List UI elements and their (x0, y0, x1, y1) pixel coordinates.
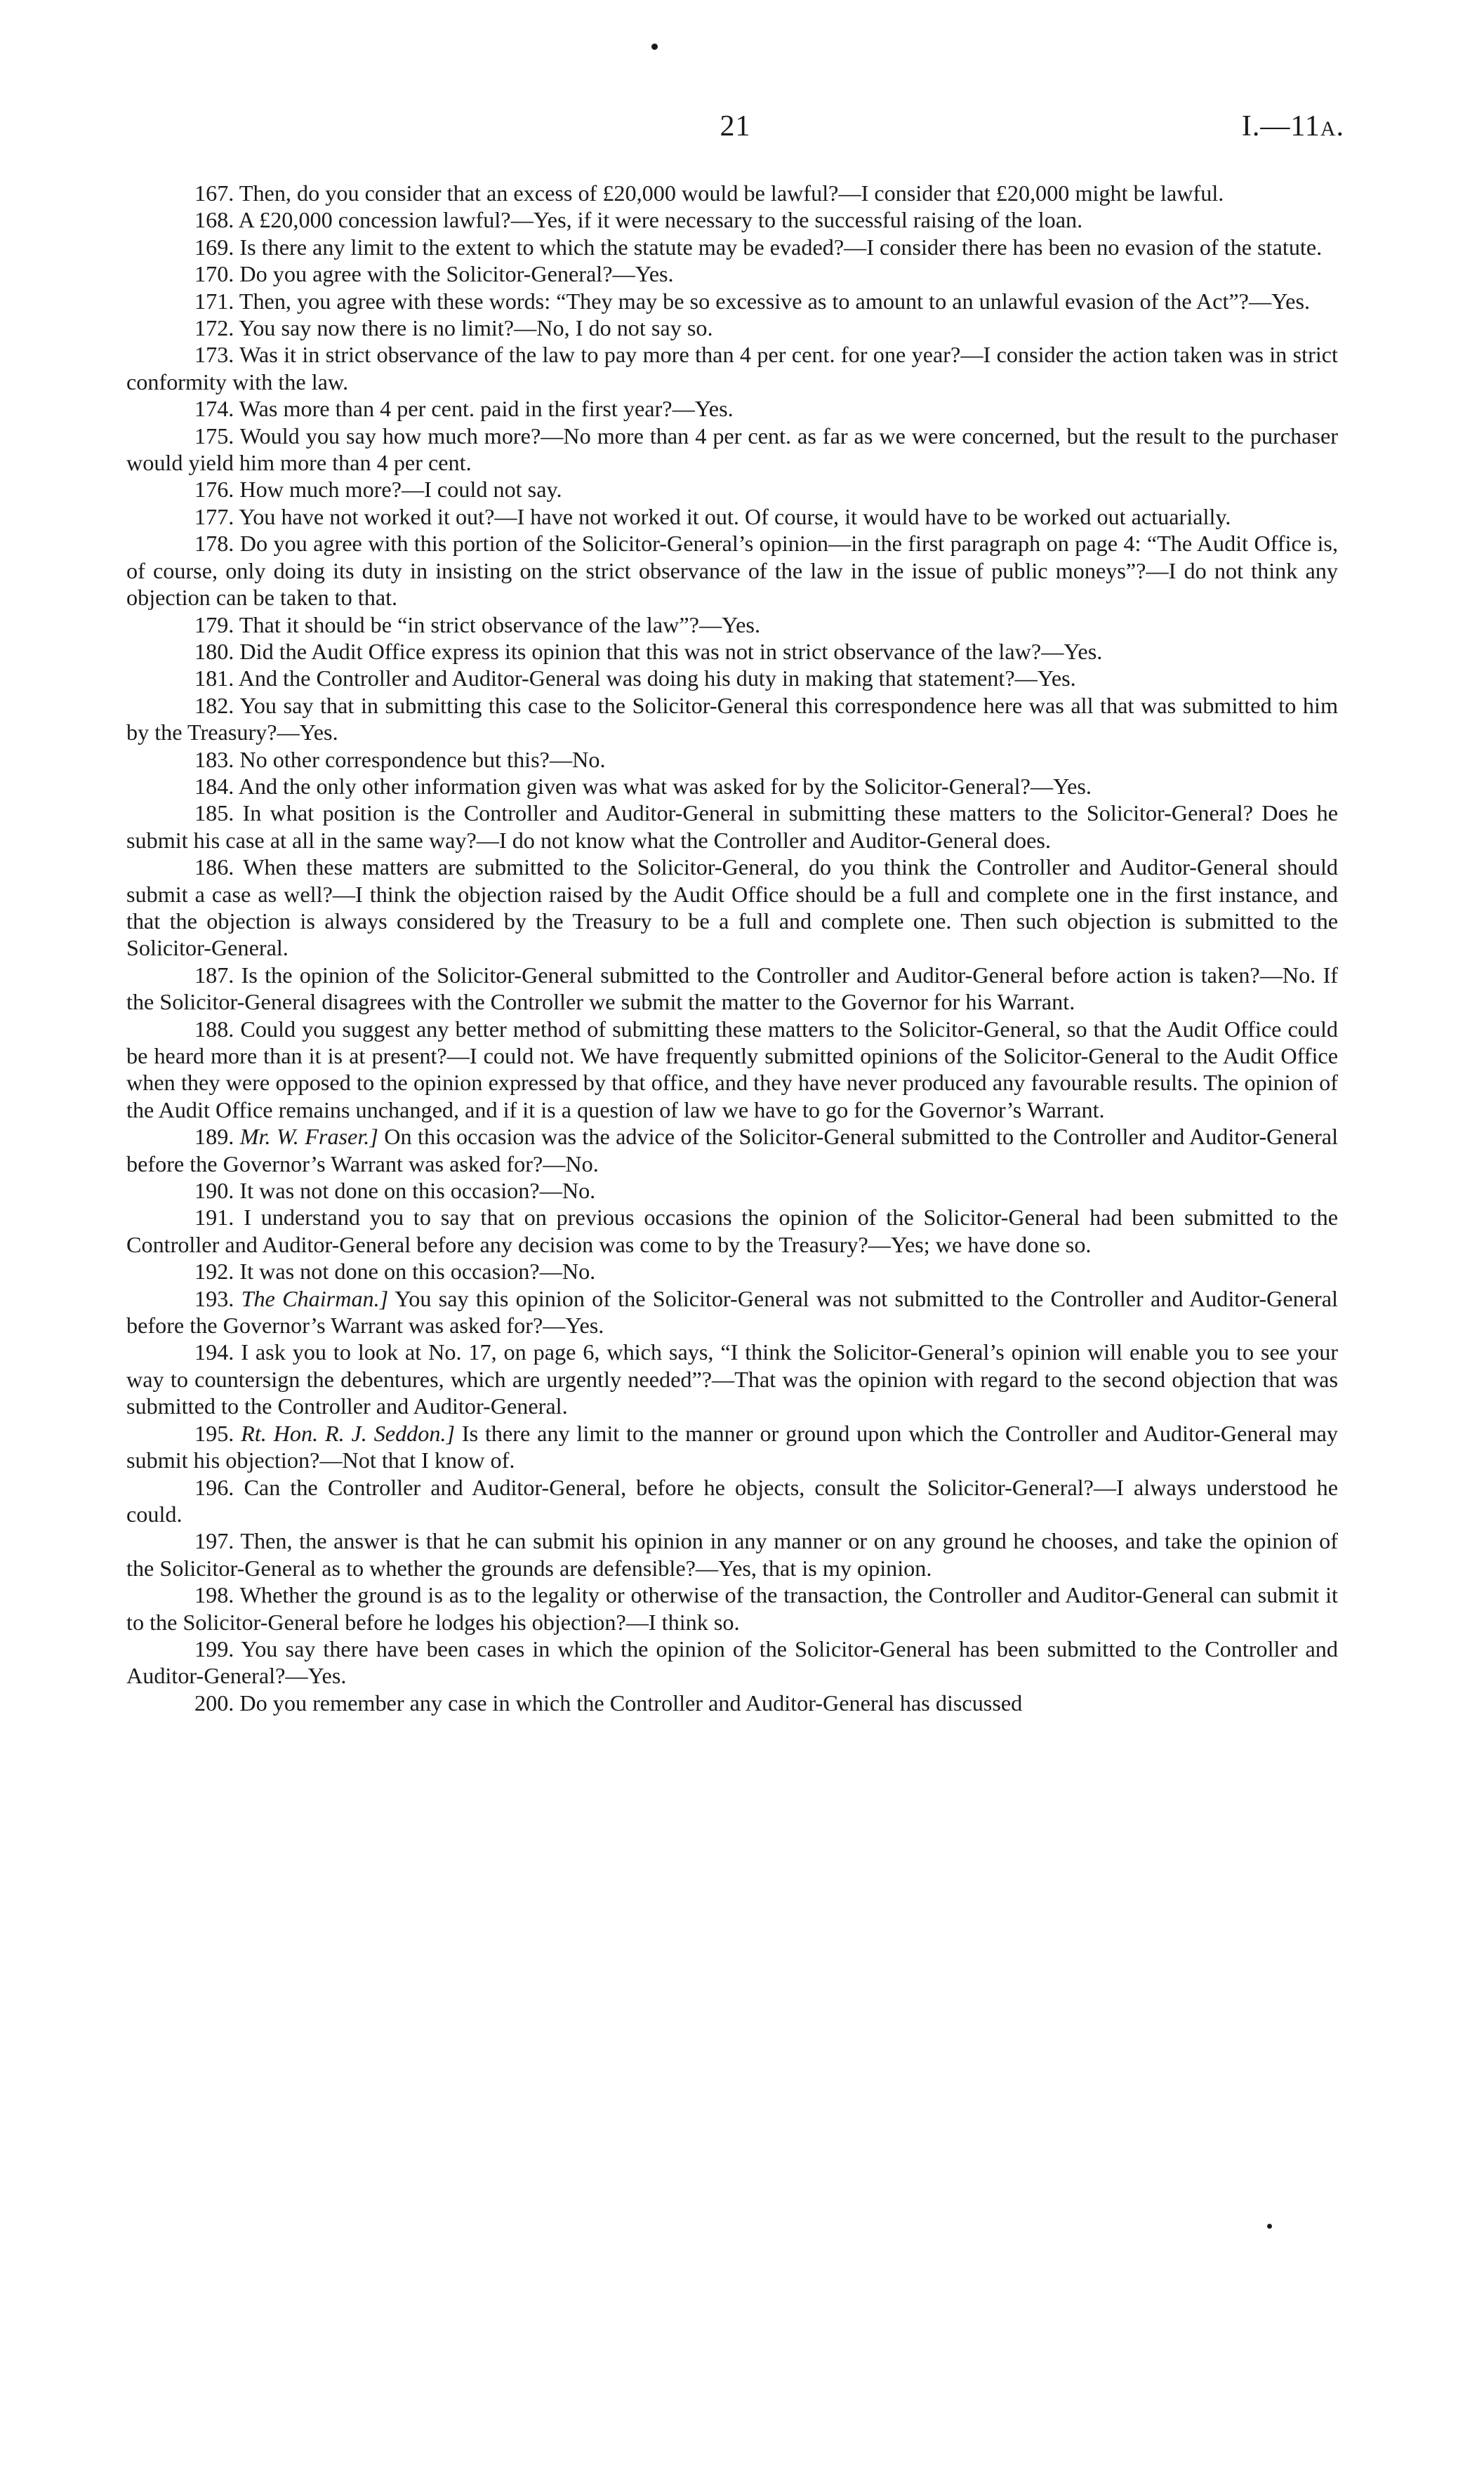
question-number: 176. (194, 477, 234, 503)
question-number: 190. (194, 1178, 234, 1204)
question-paragraph (126, 1420, 1338, 1474)
question-answer-text: When these matters are submitted to the Solicitor-General, do you think the Controller and Auditor-General should submit a case as well?—I think the objection raised by the Audit Office should be a full and complete one in the first instance, and that the objection is always considered by the Treasury to be a full and complete one. Then such objection is submitted to the Solicitor-General. (126, 854, 1339, 961)
question-answer-text: How much more?—I could not say. (239, 477, 562, 503)
question-paragraph (126, 665, 1338, 691)
speaker-name: Rt. Hon. R. J. Seddon.] (241, 1420, 456, 1446)
question-number: 179. (194, 611, 234, 637)
question-paragraph (126, 1204, 1338, 1258)
question-number: 199. (194, 1636, 234, 1662)
question-number: 168. (194, 207, 234, 233)
question-paragraph (126, 1527, 1338, 1581)
speaker-name: The Chairman.] (241, 1285, 389, 1311)
question-paragraph (126, 1581, 1338, 1636)
question-number: 189. (194, 1124, 234, 1150)
page-number: 21 (720, 110, 751, 142)
question-paragraph (126, 423, 1338, 477)
question-paragraph (126, 288, 1338, 314)
question-answer-text: Do you remember any case in which the Controller and Auditor-General has discussed (239, 1690, 1023, 1716)
question-paragraph (126, 1177, 1338, 1204)
question-paragraph (126, 1016, 1338, 1124)
question-number: 169. (194, 234, 234, 260)
question-paragraph (126, 773, 1338, 800)
question-number: 195. (194, 1420, 234, 1446)
question-answer-text: Was it in strict observance of the law to pay more than 4 per cent. for one year?—I consider the action taken was in strict conformity with the law. (126, 342, 1338, 394)
question-answer-text: You say now there is no limit?—No, I do not say so. (239, 315, 713, 341)
question-number: 171. (194, 288, 234, 314)
question-number: 170. (194, 261, 234, 287)
question-answer-text: Could you suggest any better method of submitting these matters to the Solicitor-General, so that the Audit Office could be heard more than it is at present?—I could not. We have frequently submitted opinions of the Solicitor-General to the Audit Office when they were opposed to the opinion expressed by that office, and they have never produced any favourable results. The opinion of the Audit Office remains unchanged, and if it is a question of law we have to go for the Governor’s Warrant. (126, 1016, 1339, 1122)
question-answer-text: Is there any limit to the manner or ground upon which the Controller and Auditor-General may submit his objection?—Not that I know of. (126, 1420, 1339, 1473)
series-ref-suffix: A (1320, 117, 1337, 140)
evidence-body (126, 180, 1338, 1716)
question-answer-text: Would you say how much more?—No more than 4 per cent. as far as we were concerned, but the result to the purchaser would yield him more than 4 per cent. (126, 423, 1338, 476)
question-answer-text: Do you agree with the Solicitor-General?—Yes. (239, 261, 674, 287)
question-answer-text: You have not worked it out?—I have not worked it out. Of course, it would have to be worked out actuarially. (239, 503, 1231, 529)
question-number: 180. (194, 638, 234, 664)
question-answer-text: You say there have been cases in which the opinion of the Solicitor-General has been submitted to the Controller and Auditor-General?—Yes. (126, 1636, 1338, 1689)
question-paragraph (126, 638, 1338, 665)
question-paragraph (126, 1636, 1338, 1690)
question-paragraph (126, 1258, 1338, 1285)
question-paragraph (126, 180, 1338, 206)
question-number: 182. (194, 692, 234, 718)
question-answer-text: Can the Controller and Auditor-General, before he objects, consult the Solicitor-General?—I always understood he could. (126, 1474, 1338, 1527)
question-paragraph (126, 234, 1338, 260)
question-number: 193. (194, 1285, 234, 1311)
question-answer-text: Then, do you consider that an excess of £20,000 would be lawful?—I consider that £20,000 might be lawful. (239, 180, 1224, 206)
question-paragraph (126, 854, 1338, 962)
question-answer-text: Then, you agree with these words: “They may be so excessive as to amount to an unlawful evasion of the Act”?—Yes. (239, 288, 1311, 314)
question-answer-text: Is the opinion of the Solicitor-General submitted to the Controller and Auditor-General before action is taken?—No. If the Solicitor-General disagrees with the Controller we submit the matter to the Governor for his Warrant. (126, 962, 1339, 1015)
question-number: 173. (194, 342, 234, 368)
question-number: 177. (194, 503, 234, 529)
question-number: 197. (194, 1528, 234, 1554)
question-answer-text: You say this opinion of the Solicitor-General was not submitted to the Controller and Auditor-General before the Governor’s Warrant was asked for?—Yes. (126, 1285, 1338, 1339)
question-answer-text: Then, the answer is that he can submit his opinion in any manner or on any ground he chooses, and take the opinion of the Solicitor-General as to whether the grounds are defensible?—Yes, that is my opinion. (126, 1528, 1338, 1581)
question-answer-text: Whether the ground is as to the legality or otherwise of the transaction, the Controller and Auditor-General can submit it to the Solicitor-General before he lodges his objection?—I think so. (126, 1582, 1338, 1635)
question-number: 188. (194, 1016, 234, 1042)
question-number: 191. (194, 1205, 234, 1231)
question-paragraph (126, 530, 1338, 611)
question-answer-text: A £20,000 concession lawful?—Yes, if it were necessary to the successful raising of the loan. (238, 207, 1083, 233)
series-ref-main: I.—11 (1241, 110, 1320, 142)
question-paragraph (126, 476, 1338, 503)
question-paragraph (126, 962, 1338, 1016)
question-paragraph (126, 1339, 1338, 1419)
ink-dot-mark-lower (1267, 2224, 1272, 2229)
question-number: 175. (194, 423, 234, 449)
question-paragraph (126, 1690, 1338, 1716)
question-answer-text: On this occasion was the advice of the Solicitor-General submitted to the Controller and Auditor-General before the Governor’s Warrant was asked for?—No. (126, 1124, 1339, 1176)
question-answer-text: And the only other information given was what was asked for by the Solicitor-General?—Yes. (238, 773, 1092, 799)
question-paragraph (126, 314, 1338, 341)
question-number: 183. (194, 746, 234, 772)
question-number: 174. (194, 396, 234, 422)
question-paragraph (126, 395, 1338, 422)
question-number: 196. (194, 1474, 234, 1500)
question-answer-text: Did the Audit Office express its opinion that this was not in strict observance of the law?—Yes. (239, 638, 1103, 664)
question-paragraph (126, 206, 1338, 233)
ink-dot-mark (651, 44, 658, 50)
question-paragraph (126, 800, 1338, 854)
question-number: 172. (194, 315, 234, 341)
question-number: 167. (194, 180, 234, 206)
question-paragraph (126, 611, 1338, 638)
question-paragraph (126, 1285, 1338, 1339)
question-number: 192. (194, 1259, 234, 1285)
question-paragraph (126, 692, 1338, 746)
series-reference (1242, 105, 1344, 150)
question-paragraph (126, 746, 1338, 773)
question-answer-text: I understand you to say that on previous occasions the opinion of the Solicitor-General had been submitted to the Controller and Auditor-General before any decision was come to by the Treasury?—Yes; we have done so. (126, 1205, 1338, 1257)
running-head (126, 105, 1344, 147)
question-paragraph (126, 260, 1338, 287)
question-number: 181. (194, 665, 234, 691)
question-number: 187. (194, 962, 234, 988)
question-answer-text: It was not done on this occasion?—No. (239, 1178, 596, 1204)
question-paragraph (126, 503, 1338, 530)
question-answer-text: Do you agree with this portion of the Solicitor-General’s opinion—in the first paragraph on page 4: “The Audit Office is, of course, only doing its duty in insisting on the strict observance of the law in the issue of public moneys”?—I do not think any objection can be taken to that. (126, 531, 1339, 611)
question-number: 184. (194, 773, 234, 799)
question-paragraph (126, 1474, 1338, 1528)
question-answer-text: You say that in submitting this case to the Solicitor-General this correspondence here was all that was submitted to him by the Treasury?—Yes. (126, 692, 1338, 745)
series-ref-end: . (1336, 110, 1344, 142)
question-number: 200. (194, 1690, 234, 1716)
question-answer-text: No other correspondence but this?—No. (239, 746, 606, 772)
question-number: 194. (194, 1339, 234, 1365)
question-number: 185. (194, 800, 234, 826)
question-answer-text: Is there any limit to the extent to which the statute may be evaded?—I consider there has been no evasion of the statute. (239, 234, 1323, 260)
question-answer-text: That it should be “in strict observance of the law”?—Yes. (239, 611, 761, 637)
speaker-name: Mr. W. Fraser.] (239, 1124, 378, 1150)
question-paragraph (126, 1123, 1338, 1177)
question-answer-text: In what position is the Controller and Auditor-General in submitting these matters to the Solicitor-General? Does he submit his case at all in the same way?—I do not know what the Controller and Auditor-General does. (126, 800, 1339, 853)
question-number: 186. (194, 854, 234, 880)
question-answer-text: I ask you to look at No. 17, on page 6, which says, “I think the Solicitor-General’s opinion will enable you to see your way to countersign the debentures, which are urgently needed”?—That was the opinion with regard to the second objection that was submitted to the Controller and Auditor-General. (126, 1339, 1339, 1419)
question-answer-text: It was not done on this occasion?—No. (239, 1259, 596, 1285)
question-number: 198. (194, 1582, 234, 1608)
question-paragraph (126, 341, 1338, 395)
question-answer-text: Was more than 4 per cent. paid in the first year?—Yes. (239, 396, 734, 422)
question-number: 178. (194, 531, 234, 557)
question-answer-text: And the Controller and Auditor-General was doing his duty in making that statement?—Yes. (238, 665, 1076, 691)
